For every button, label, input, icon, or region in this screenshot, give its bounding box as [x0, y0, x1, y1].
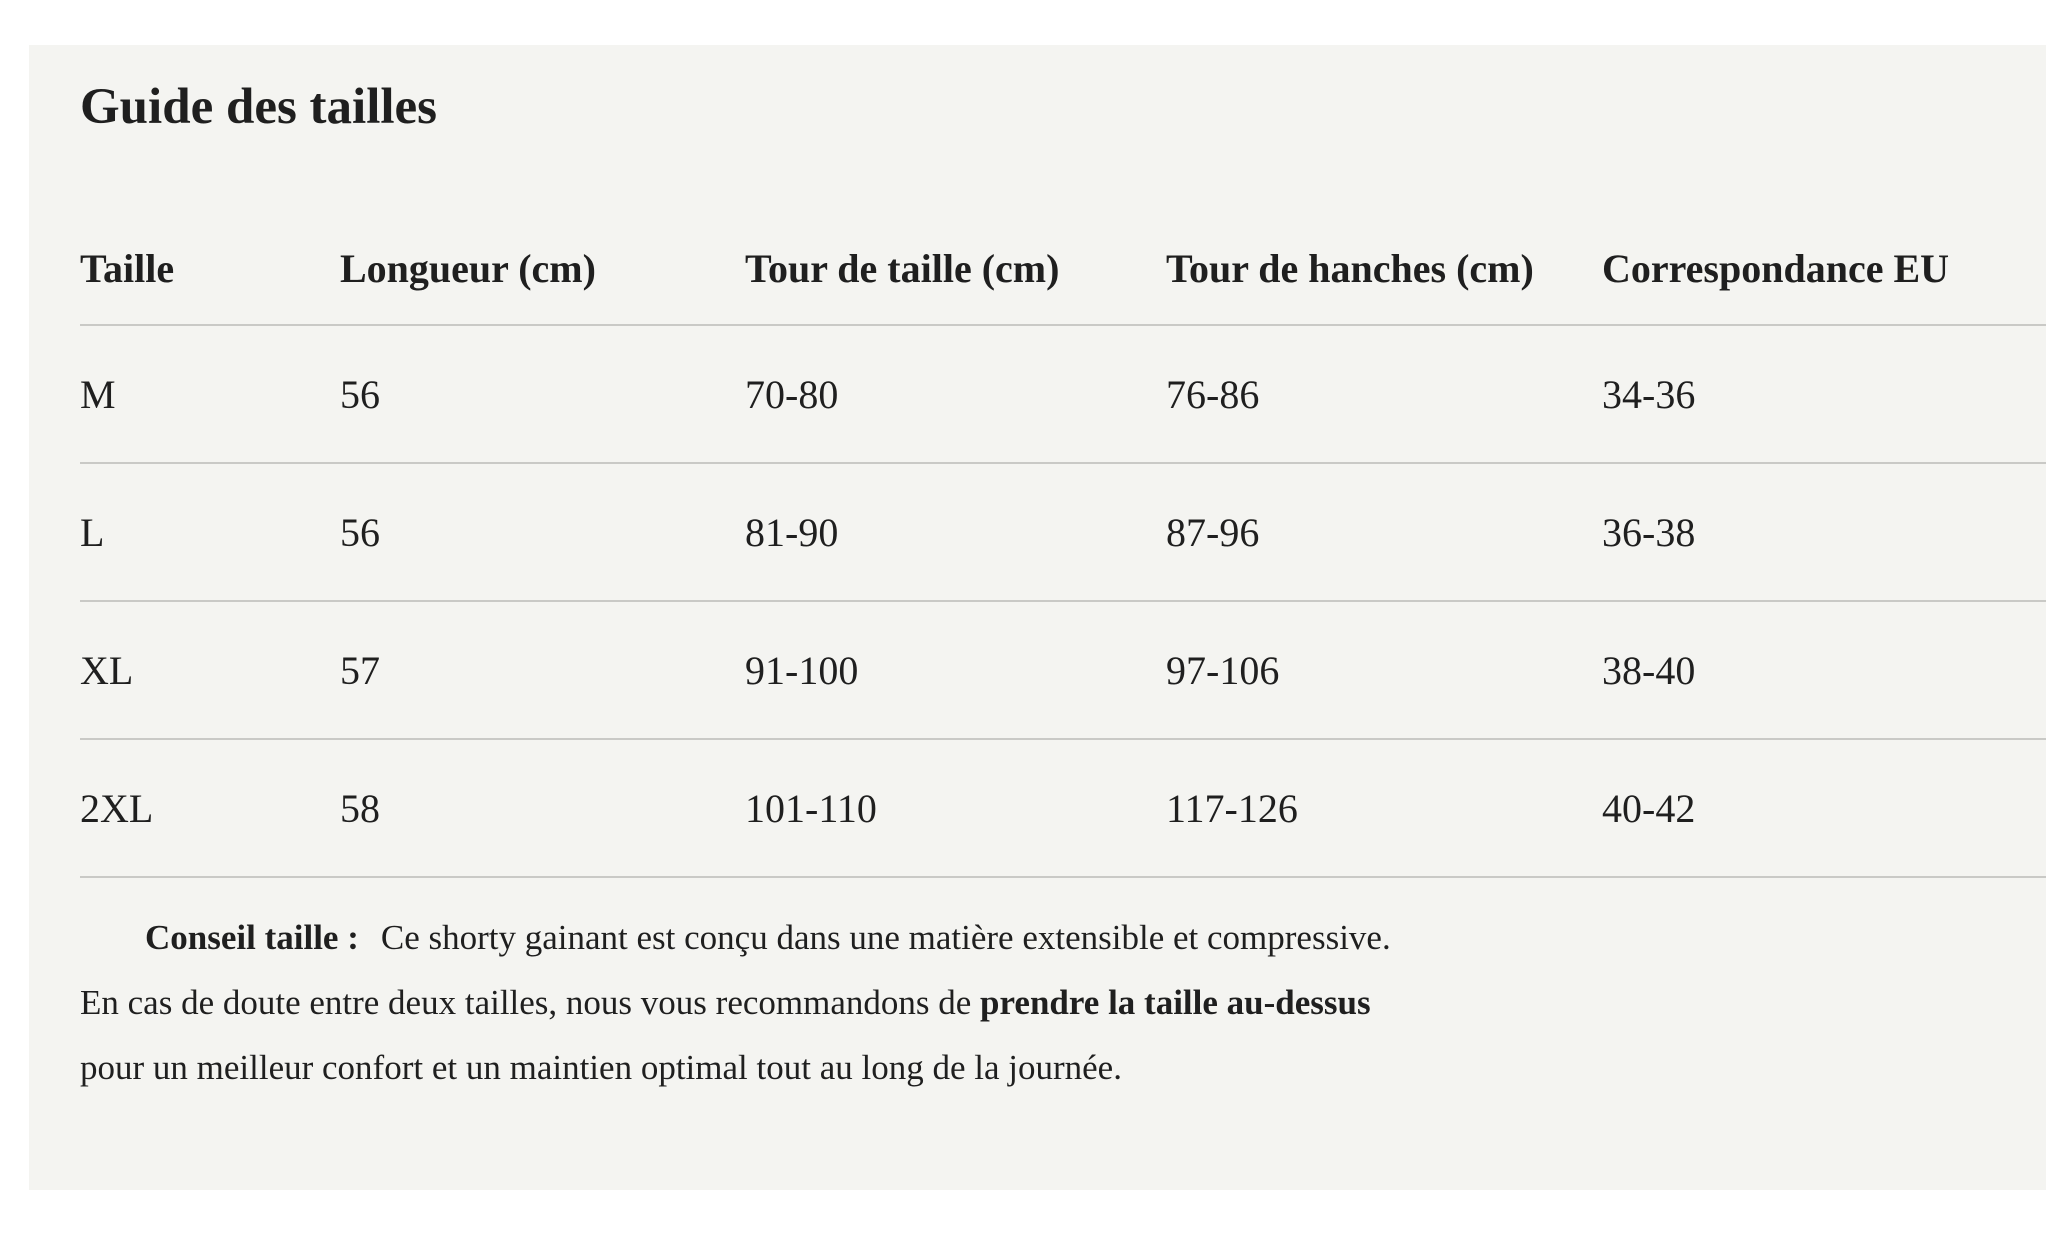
size-guide-panel [29, 45, 2046, 1190]
cell-hips: 87-96 [1166, 463, 1602, 601]
header-hips: Tour de hanches (cm) [1166, 190, 1602, 325]
size-table [80, 190, 2046, 878]
cell-waist: 81-90 [745, 463, 1166, 601]
cell-hips: 97-106 [1166, 601, 1602, 739]
cell-eu-size: 38-40 [1602, 601, 2046, 739]
size-guide-title: Guide des tailles [80, 79, 438, 135]
table-row [80, 739, 2046, 877]
cell-waist: 101-110 [745, 739, 1166, 877]
header-length: Longueur (cm) [340, 190, 745, 325]
advice-text-2: En cas de doute entre deux tailles, nous vous recommandons de [80, 983, 981, 1022]
advice-label: Conseil taille : [145, 918, 359, 957]
advice-text-1: Ce shorty gainant est conçu dans une matière extensible et compressive. [380, 918, 1391, 957]
cell-size: XL [80, 601, 340, 739]
advice-text-3: pour un meilleur confort et un maintien optimal tout au long de la journée. [80, 1048, 1122, 1087]
cell-eu-size: 34-36 [1602, 325, 2046, 463]
cell-hips: 76-86 [1166, 325, 1602, 463]
cell-length: 58 [340, 739, 745, 877]
table-header-row [80, 190, 2046, 325]
cell-length: 57 [340, 601, 745, 739]
table-row [80, 325, 2046, 463]
cell-length: 56 [340, 463, 745, 601]
cell-eu-size: 36-38 [1602, 463, 2046, 601]
table-row [80, 601, 2046, 739]
advice-line-2 [80, 970, 1391, 1035]
advice-emphasis: prendre la taille au-dessus [980, 983, 1371, 1022]
cell-size: L [80, 463, 340, 601]
cell-hips: 117-126 [1166, 739, 1602, 877]
size-advice [80, 905, 1391, 1100]
cell-size: 2XL [80, 739, 340, 877]
advice-line-3 [80, 1035, 1391, 1100]
advice-line-1 [80, 905, 1391, 970]
cell-size: M [80, 325, 340, 463]
header-waist: Tour de taille (cm) [745, 190, 1166, 325]
cell-eu-size: 40-42 [1602, 739, 2046, 877]
table-row [80, 463, 2046, 601]
header-size: Taille [80, 190, 340, 325]
cell-waist: 70-80 [745, 325, 1166, 463]
cell-length: 56 [340, 325, 745, 463]
cell-waist: 91-100 [745, 601, 1166, 739]
header-eu-size: Correspondance EU [1602, 190, 2046, 325]
